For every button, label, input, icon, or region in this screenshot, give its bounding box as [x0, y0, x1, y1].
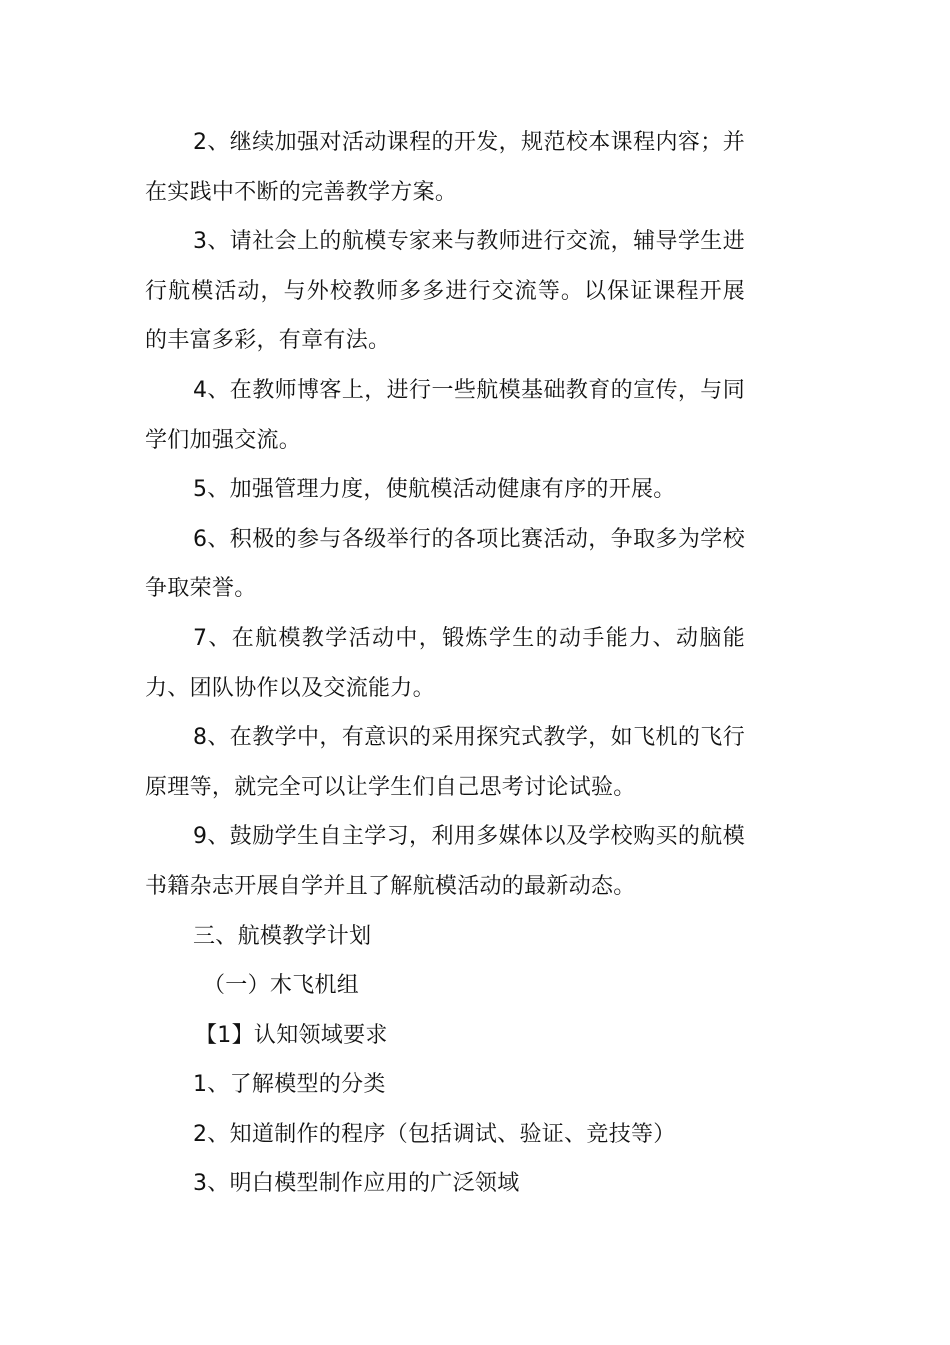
- requirement-heading: 【1】认知领域要求: [195, 1022, 388, 1048]
- section-heading: 三、航模教学计划: [193, 923, 372, 949]
- paragraph-item-2: 2、继续加强对活动课程的开发，规范校本课程内容；并在实践中不断的完善教学方案。: [145, 130, 745, 205]
- requirement-item-3: 3、明白模型制作应用的广泛领域: [193, 1171, 520, 1197]
- requirement-item-1: 1、了解模型的分类: [193, 1072, 386, 1098]
- paragraph-item-6: 6、积极的参与各级举行的各项比赛活动，争取多为学校争取荣誉。: [145, 526, 745, 602]
- paragraph-item-8: 8、在教学中，有意识的采用探究式教学，如飞机的飞行原理等，就完全可以让学生们自己思考讨论试验。: [145, 725, 745, 800]
- requirement-item-2: 2、知道制作的程序（包括调试、验证、竞技等）: [193, 1121, 676, 1147]
- paragraph-item-5: 5、加强管理力度，使航模活动健康有序的开展。: [193, 477, 676, 503]
- paragraph-item-3: 3、请社会上的航模专家来与教师进行交流，辅导学生进行航模活动，与外校教师多多进行交流等。以保证课程开展的丰富多彩，有章有法。: [145, 229, 745, 354]
- paragraph-item-7: 7、在航模教学活动中，锻炼学生的动手能力、动脑能力、团队协作以及交流能力。: [145, 625, 745, 701]
- paragraph-item-4: 4、在教师博客上，进行一些航模基础教育的宣传，与同学们加强交流。: [145, 377, 745, 453]
- document-body: [145, 118, 745, 1209]
- subsection-heading: （一）木飞机组: [203, 973, 360, 999]
- paragraph-item-9: 9、鼓励学生自主学习，利用多媒体以及学校购买的航模书籍杂志开展自学并且了解航模活动的最新动态。: [145, 824, 745, 899]
